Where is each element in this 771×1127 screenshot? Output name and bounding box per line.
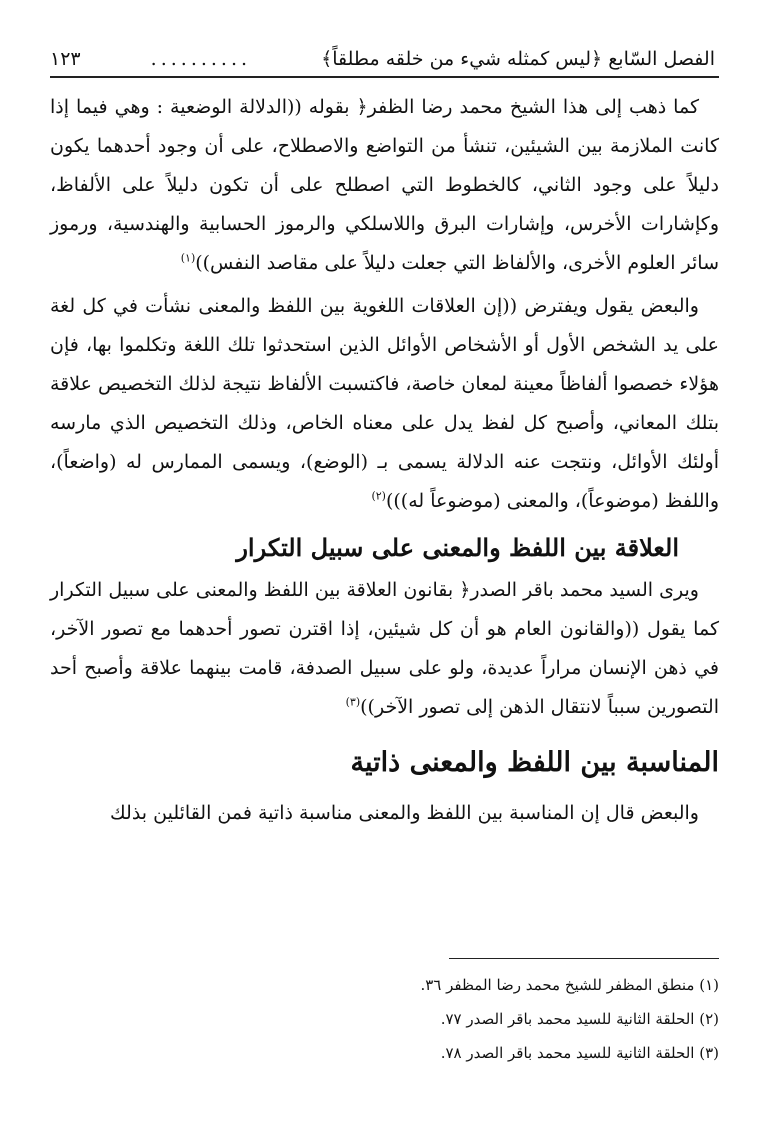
running-header xyxy=(50,30,719,78)
paragraph-3 xyxy=(50,571,719,727)
footnote-3: (٣) الحلقة الثانية للسيد محمد باقر الصدر ٧٨. xyxy=(440,1044,719,1062)
footnote-ref-3: (٣) xyxy=(345,695,361,709)
section-heading: المناسبة بين اللفظ والمعنى ذاتية xyxy=(350,747,719,778)
continuation-paragraph: والبعض قال إن المناسبة بين اللفظ والمعنى مناسبة ذاتية فمن القائلين بذلك xyxy=(110,802,699,824)
footnote-ref-1: (١) xyxy=(180,251,196,265)
chapter-title: الفصل السّابع ﴿ليس كمثله شيء من خلقه مطلقاً﴾ xyxy=(321,48,715,70)
paragraph-3-text: ويرى السيد محمد باقر الصدر﴿ بقانون العلاقة بين اللفظ والمعنى على سبيل التكرار كما يقول ((والقانون العام هو أن كل شيئين، إذا اقترن تصور أحدهما مع تصور الآخر، في ذهن الإنسان مراراً عديدة، ولو على سبيل الصدفة، قامت بينهما علاقة وأصبح أحد التصورين سبباً لانتقال الذهن إلى تصور الآخر)) xyxy=(50,579,719,718)
page-body xyxy=(50,88,719,831)
leader-dots: .......... xyxy=(150,48,252,70)
paragraph-2-text: والبعض يقول ويفترض ((إن العلاقات اللغوية بين اللفظ والمعنى نشأت في كل لغة على يد الشخص الأول أو الأشخاص الأوائل الذين استحدثوا تلك اللغة وتكلموا بها، فإن هؤلاء خصصوا ألفاظاً معينة لمعان خاصة، فاكتسبت الألفاظ نتيجة لذلك التخصيص علاقة بتلك المعاني، وأصبح كل لفظ يدل على معناه الخاص، وذلك التخصيص الذي مارسه أولئك الأوائل، ونتجت عنه الدلالة يسمى بـ (الوضع)، ويسمى الممارس له (واضعاً)، واللفظ (موضوعاً)، والمعنى (موضوعاً له))) xyxy=(49,295,719,512)
footnote-2: (٢) الحلقة الثانية للسيد محمد باقر الصدر ٧٧. xyxy=(440,1010,719,1028)
paragraph-1 xyxy=(50,88,719,283)
subheading: العلاقة بين اللفظ والمعنى على سبيل التكرار xyxy=(236,533,679,562)
footnotes xyxy=(50,968,719,1070)
page-number: ١٢٣ xyxy=(50,48,81,70)
paragraph-2 xyxy=(50,287,719,521)
footnote-separator xyxy=(449,958,719,959)
footnote-1: (١) منطق المظفر للشيخ محمد رضا المظفر ٣٦. xyxy=(420,976,719,994)
paragraph-1-text: كما ذهب إلى هذا الشيخ محمد رضا الظفر﴿ بقوله ((الدلالة الوضعية : وهي فيما إذا كانت الملازمة بين الشيئين، تنشأ من التواضع والاصطلاح، على أن وجود أحدهما يكون دليلاً على وجود الثاني، كالخطوط التي اصطلح على أن تكون دليلاً على الألفاظ، وكإشارات الأخرس، وإشارات البرق واللاسلكي والرموز الحسابية والهندسية، ورموز سائر العلوم الأخرى، والألفاظ التي جعلت دليلاً على مقاصد النفس)) xyxy=(50,96,719,274)
footnote-ref-2: (٢) xyxy=(371,489,386,503)
